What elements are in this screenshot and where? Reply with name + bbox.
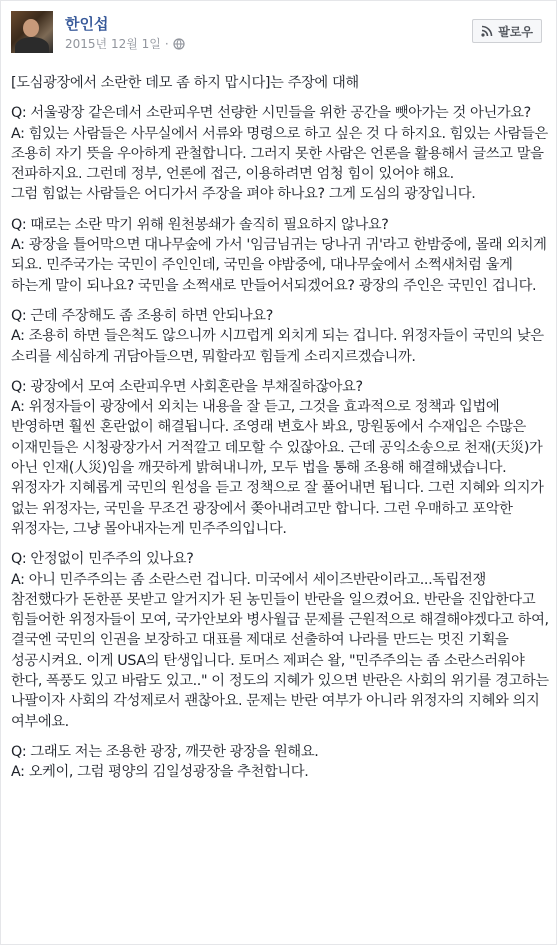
post-paragraph: Q: 광장에서 모여 소란피우면 사회혼란을 부채질하잖아요? A: 위정자들이 광장에서 외치는 내용을 잘 듣고, 그것을 효과적으로 정책과 입법에 반영하면 훨씬 혼란없이 해결됩니다. 조영래 변호사 봐요, 망원동에서 수재입은 수많은 이재민들은 시청광장가서 거적깔고 데모할 수 있잖아요. 근데 공익소송으로 천재(天災)가 아닌 인재(人災)임을 깨끗하게 밝혀내니까, 모두 법을 통해 조용해 해결해냈습니다. 위정자가 지혜롭게 국민의 원성을 듣고 정책으로 잘 풀어내면 됩니다. 그런 지혜와 의지가 없는 위정자는, 국민을 무조건 광장에서 쫒아내려고만 합니다. 그런 우매하고 포악한 위정자는, 그냥 몰아내자는게 민주주의입니다. xyxy=(11,378,544,537)
rss-icon xyxy=(481,25,493,37)
post-body xyxy=(11,73,551,793)
post-paragraph: Q: 근데 주장해도 좀 조용히 하면 안되나요? A: 조용히 하면 들은척도 않으니까 시끄럽게 외치게 되는 겁니다. 위정자들이 국민의 낮은 소리를 세심하게 귀담아들으면, 뭐할라꼬 힘들게 소리지르겠습니까. xyxy=(11,307,544,365)
separator-dot: · xyxy=(164,36,169,51)
post-header xyxy=(11,11,548,63)
avatar-body xyxy=(15,37,49,53)
author-name[interactable]: 한인섭 xyxy=(65,15,109,33)
avatar[interactable] xyxy=(11,11,53,53)
post-paragraph: Q: 서울광장 같은데서 소란피우면 선량한 시민들을 위한 공간을 뺏아가는 것 아닌가요? A: 힘있는 사람들은 사무실에서 서류와 명령으로 하고 싶은 것 다 하지요. 힘있는 사람들은 조용히 자기 뜻을 우아하게 관철합니다. 그러지 못한 사람은 언론을 활용해서 글쓰고 말을 전파하지요. 그런데 정부, 언론에 접근, 이용하려면 엄청 힘이 있어야 해요. 그럼 힘없는 사람들은 어디가서 주장을 펴야 하나요? 그게 도심의 광장입니다. xyxy=(11,105,548,203)
post-paragraph: Q: 안정없이 민주주의 있나요? A: 아니 민주주의는 좀 소란스런 겁니다. 미국에서 세이즈반란이라고...독립전쟁 참전했다가 돈한푼 못받고 알거지가 된 농민들이 반란을 일으켰어요. 반란을 진압한다고 힘들어한 위정자들이 모여, 국가안보와 병사월급 문제를 근원적으로 해결해야겠다고 하여, 결국엔 국민의 인권을 보장하고 대표를 제대로 선출하여 나라를 만드는 멋진 기획을 성공시켜요. 이게 USA의 탄생입니다. 토머스 제퍼슨 왈, "민주주의는 좀 소란스러워야 한다, 폭풍도 있고 바람도 있고.." 이 정도의 지혜가 있으면 반란은 사회의 위기를 경고하는 나팔이자 사회의 각성제로서 괜찮아요. 문제는 반란 여부가 아니라 위정자의 지혜와 의지 여부에요. xyxy=(11,551,549,730)
globe-icon[interactable] xyxy=(173,38,185,50)
post-paragraph: Q: 그래도 저는 조용한 광장, 깨끗한 광장을 원해요. A: 오케이, 그럼 평양의 김일성광장을 추천합니다. xyxy=(11,743,319,781)
post-paragraph: [도심광장에서 소란한 데모 좀 하지 맙시다]는 주장에 대해 xyxy=(11,75,359,91)
post-meta xyxy=(65,35,185,52)
avatar-face xyxy=(23,19,39,37)
follow-label: 팔로우 xyxy=(498,24,533,39)
post-date[interactable]: 2015년 12월 1일 xyxy=(65,37,161,51)
post-paragraph: Q: 때로는 소란 막기 위해 원천봉쇄가 솔직히 필요하지 않나요? A: 광장을 틀어막으면 대나무숲에 가서 '임금님귀는 당나귀 귀'라고 한밤중에, 몰래 외치게 되요. 민주국가는 국민이 주인인데, 국민을 야밤중에, 대나무숲에서 소쩍새처럼 울게 하는게 말이 되나요? 국민을 소쩍새로 만들어서되겠어요? 광장의 주인은 국민인 겁니다. xyxy=(11,216,547,294)
follow-button[interactable] xyxy=(472,19,542,43)
